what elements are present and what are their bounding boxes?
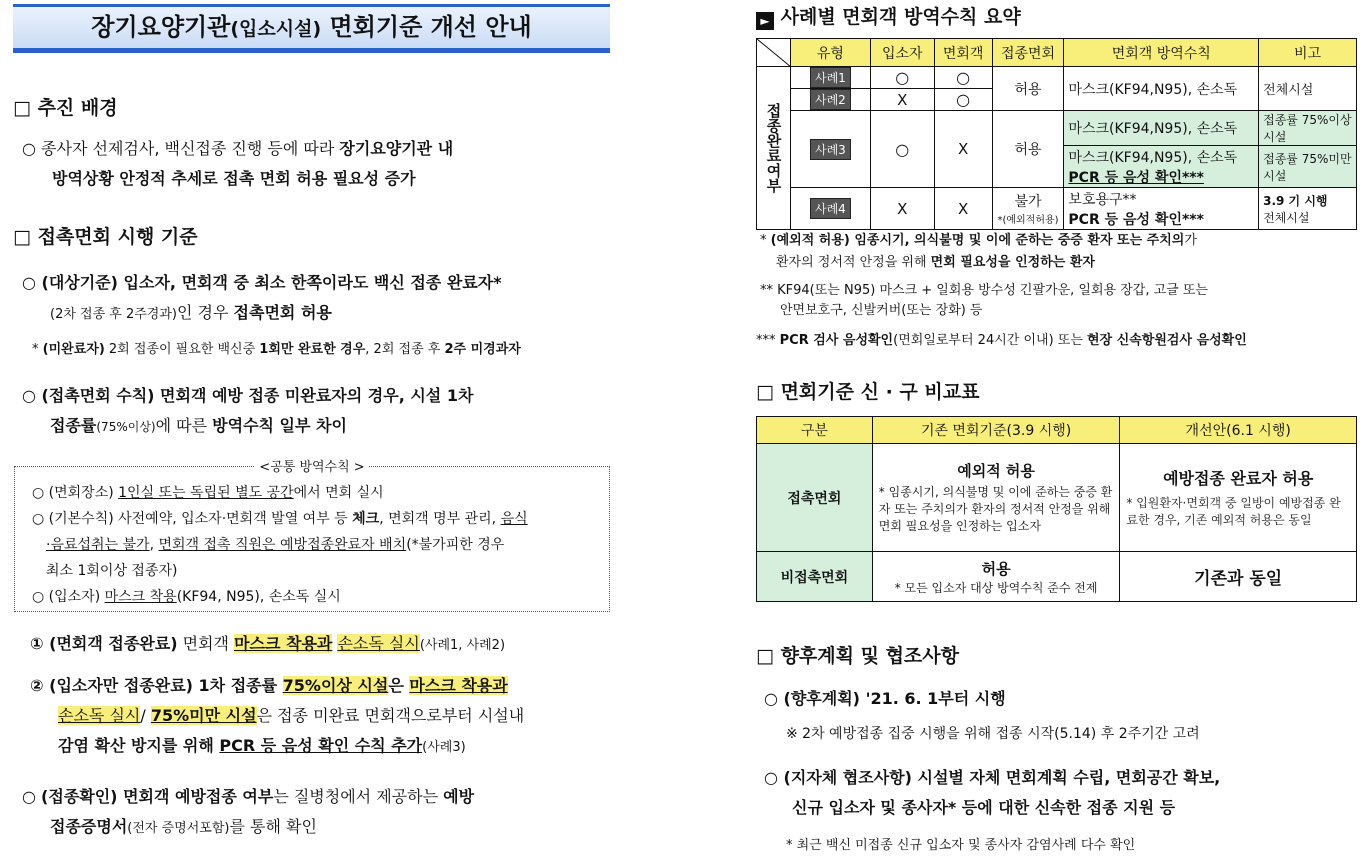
case4-visitor: X [934, 188, 992, 230]
case2-visitor: ○ [934, 89, 992, 111]
rule-2-text-1: 1차 접종률 [192, 676, 283, 695]
fn1-bold-2: 면회 필요성을 인정하는 환자 [930, 255, 1095, 270]
header-type: 유형 [790, 39, 870, 67]
common-rule-resident [32, 584, 606, 610]
rule-2-paren: (사례3) [422, 740, 466, 755]
background-paragraph [22, 134, 614, 194]
case3-rules-b-pcr: PCR 등 음성 확인*** [1068, 169, 1204, 186]
case3-cell [790, 111, 870, 188]
fn2-line-1: ** KF94(또는 N95) 마스크 + 일회용 방수성 긴팔가운, 일회용 장갑, 고글 또는 [760, 283, 1208, 298]
criteria-target-paren: (2차 접종 후 2주경과) [50, 307, 177, 322]
plan-2-line-2: 신규 입소자 및 종사자* 등에 대한 신속한 접종 지원 등 [792, 798, 1176, 817]
plan-1-date: '21. 6. 1부터 시행 [865, 689, 1006, 708]
criteria-rules-paren: (75%이상) [96, 420, 156, 434]
note-star: * [32, 342, 43, 357]
case4-exception: *(예외적허용) [997, 215, 1059, 226]
fn1-star: * [760, 233, 771, 248]
check-text-1: 는 질병청에서 제공하는 [273, 787, 444, 806]
section-contact-visit: □ 접촉면회 시행 기준 [13, 226, 198, 248]
case3-resident: ○ [870, 111, 934, 188]
case1-badge: 사례1 [810, 67, 851, 88]
check-bold-3: 접종증명서 [50, 817, 128, 836]
criteria-rules-text: ○ (접촉면회 수칙) 면회객 예방 접종 미완료자의 경우, 시설 1차 [22, 386, 474, 405]
compare-contact-old-title: 예외적 허용 [957, 462, 1035, 480]
criteria-rules [22, 381, 614, 442]
plan-1 [764, 684, 1364, 714]
rule-1-num: ① [30, 634, 50, 653]
rule-1-highlight-2: 손소독 실시 [337, 634, 420, 653]
check-bullet: ○ [22, 787, 42, 806]
case4-contact [992, 188, 1064, 230]
fn1-text-2: 환자의 정서적 안정을 위해 [776, 255, 931, 270]
section-compare: □ 면회기준 신 · 구 비교표 [756, 381, 980, 403]
plan-2-line-1: ○ (지자체 협조사항) 시설별 자체 면회계획 수립, 면회공간 확보, [764, 768, 1221, 787]
fn3-text: (면회일로부터 24시간 이내) 또는 [893, 333, 1088, 348]
header-contact: 접종면회 [992, 39, 1064, 67]
rule-2-underline: PCR 등 음성 확인 수칙 추가 [219, 736, 423, 755]
footnote-3 [756, 331, 1361, 351]
section-background: □ 추진 배경 [13, 97, 118, 119]
compare-row-noncontact: 비접촉면회 [757, 552, 873, 602]
criteria-rules-bold-2: 방역수칙 일부 차이 [212, 416, 347, 435]
check-paren: (전자 증명서포함) [127, 821, 230, 836]
plan-note: ※ 2차 예방접종 집중 시행을 위해 접종 시작(5.14) 후 2주기간 고려 [786, 726, 1200, 742]
cb2-bold: 체크 [352, 511, 380, 527]
common-rule-place [32, 480, 606, 506]
rule-1-paren: (사례1, 사례2) [419, 638, 506, 653]
compare-contact-new-title: 예방접종 완료자 허용 [1163, 469, 1314, 488]
section-cases [756, 2, 1021, 30]
compare-header-old: 기존 면회기준(3.9 시행) [872, 417, 1120, 444]
case4-gear: 보호용구** [1068, 191, 1137, 208]
background-bold-1: 장기요양기관 내 [339, 139, 454, 158]
compare-noncontact-old [872, 552, 1120, 602]
compare-contact-new [1120, 444, 1357, 552]
rule-1-highlight-1: 마스크 착용과 [234, 634, 333, 653]
cb2-label: ○ (기본수칙) 사전예약, 입소자·면회객 발열 여부 등 [32, 511, 353, 527]
compare-noncontact-old-title: 허용 [981, 559, 1011, 578]
square-check-icon: ► [756, 12, 774, 30]
case12-contact: 허용 [992, 67, 1064, 111]
rule-1-bold: (면회객 접종완료) [49, 634, 178, 653]
compare-contact-old [872, 444, 1120, 552]
case1-resident: ○ [870, 67, 934, 89]
fn2-line-2: 안면보호구, 신발커버(또는 장화) 등 [780, 303, 983, 318]
case4-deny: 불가 [1014, 194, 1042, 210]
rule-1-text: 면회객 [177, 634, 235, 653]
cb2-underline-2: ·음료섭취는 불가 [46, 537, 150, 553]
section-plan: □ 향후계획 및 협조사항 [756, 645, 959, 667]
header-resident: 입소자 [870, 39, 934, 67]
background-text-1: ○ 종사자 선제검사, 백신접종 진행 등에 따라 [22, 139, 340, 158]
rule-2-highlight-2: 마스크 착용과 [409, 676, 508, 695]
side-label-text: 접종완료여부 [764, 103, 783, 193]
case12-remarks: 전체시설 [1259, 67, 1357, 111]
criteria-target-bold: 접촉면회 허용 [233, 303, 332, 322]
criteria-rules-bold: 접종률 [50, 416, 97, 435]
rule-2-highlight-1: 75%이상 시설 [282, 676, 389, 695]
case12-rules: 마스크(KF94,N95), 손소독 [1064, 67, 1259, 111]
footnote-1 [760, 230, 1360, 274]
note-bold-1: (미완료자) [42, 342, 105, 357]
case2-resident: X [870, 89, 934, 111]
cb1-text: 에서 면회 실시 [293, 485, 384, 501]
fn3-bold-1: PCR 검사 음성확인 [779, 333, 894, 348]
footnote-2 [760, 281, 1360, 321]
plan-2-note: * 최근 백신 미접종 신규 입소자 및 종사자 감염사례 다수 확인 [786, 838, 1136, 853]
note-text-1: 2회 접종이 필요한 백신중 [104, 342, 260, 357]
case3-badge: 사례3 [810, 139, 851, 160]
compare-contact-new-note: * 입원환자·면회객 중 일방이 예방접종 완료한 경우, 기존 예외적 허용은 동일 [1126, 496, 1341, 527]
case3-rules-a: 마스크(KF94,N95), 손소독 [1064, 111, 1259, 146]
page-title [13, 4, 610, 53]
case4-badge: 사례4 [810, 198, 851, 219]
case3-remarks-a: 접종률 75%이상시설 [1259, 111, 1357, 146]
rule-2-num: ② [30, 676, 50, 695]
case4-cell [790, 188, 870, 230]
cb3-underline: 마스크 착용 [104, 589, 177, 605]
note-bold-2: 1회만 완료한 경우 [259, 342, 366, 357]
check-bold-1: (접종확인) 면회객 예방접종 여부 [41, 787, 274, 806]
compare-table [756, 416, 1357, 602]
title-text-a: 장기요양기관 [91, 13, 231, 41]
case3-visitor: X [934, 111, 992, 188]
case3-remarks-b: 접종률 75%미만시설 [1259, 146, 1357, 188]
header-remarks: 비고 [1259, 39, 1357, 67]
case3-rules-b [1064, 146, 1259, 188]
cases-table [756, 38, 1357, 230]
vaccination-check [22, 782, 616, 844]
case1-visitor: ○ [934, 67, 992, 89]
compare-noncontact-old-note: * 모든 입소자 대상 방역수칙 준수 전제 [894, 580, 1098, 595]
cb3-text: (KF94, N95), 손소독 실시 [176, 589, 341, 605]
criteria-target [22, 268, 614, 330]
cb1-label: ○ (면회장소) [32, 485, 119, 501]
header-visitor: 면회객 [934, 39, 992, 67]
rule-2-text-2: 은 [388, 676, 410, 695]
common-rules-title [0, 456, 624, 475]
case2-badge: 사례2 [810, 89, 851, 110]
rule-2-slash: / [140, 706, 151, 725]
case4-pcr: PCR 등 음성 확인*** [1068, 211, 1204, 228]
compare-header-new: 개선안(6.1 시행) [1120, 417, 1357, 444]
section-cases-title: 사례별 면회객 방역수칙 요약 [780, 6, 1021, 28]
criteria-target-text: ○ (대상기준) 입소자, 면회객 중 최소 한쪽이라도 백신 접종 완료자* [22, 273, 502, 292]
case1-cell [790, 67, 870, 89]
rule-1 [30, 629, 620, 661]
case4-all: 전체시설 [1263, 210, 1310, 225]
side-label [757, 67, 791, 230]
rule-2-text-4: 감염 확산 방지를 위해 [58, 736, 220, 755]
fn3-star: *** [756, 333, 780, 348]
cb3-label: ○ (입소자) [32, 589, 105, 605]
rule-2-bold: (입소자만 접종완료) [49, 676, 193, 695]
case4-resident: X [870, 188, 934, 230]
case3-rules-b-mask: 마스크(KF94,N95), 손소독 [1068, 149, 1238, 166]
rule-2-text-3: 은 접종 미완료 면회객으로부터 시설내 [256, 706, 525, 725]
cb2-paren-2: 최소 1회이상 접종자) [46, 563, 178, 579]
criteria-rules-mid: 에 따른 [155, 416, 213, 435]
case4-remarks [1259, 188, 1357, 230]
compare-contact-old-note: * 임종시기, 의식불명 및 이에 준하는 중증 환자 또는 주치의가 환자의 정서적 안정을 위해 면회 필요성을 인정하는 입소자 [878, 485, 1113, 533]
table-corner-cell [757, 39, 791, 67]
rule-2-highlight-3: 손소독 실시 [58, 706, 141, 725]
cb2-underline-3: 면회객 접촉 직원은 예방접종완료자 배치 [158, 537, 407, 553]
case4-rules [1064, 188, 1259, 230]
fn1-bold: (예외적 허용) 임종시기, 의식불명 및 이에 준하는 중증 환자 또는 주치의 [770, 233, 1185, 248]
title-text-small: (입소시설) [230, 18, 322, 40]
check-bold-2: 예방 [443, 787, 475, 806]
compare-noncontact-new: 기존과 동일 [1120, 552, 1357, 602]
plan-2 [764, 763, 1364, 823]
cb2-text: , 면회객 명부 관리, [379, 511, 501, 527]
fn3-bold-2: 현장 신속항원검사 음성확인 [1087, 333, 1247, 348]
case2-cell [790, 89, 870, 111]
criteria-target-mid: 인 경우 [177, 303, 234, 322]
cb1-underline: 1인실 또는 독립된 별도 공간 [118, 485, 294, 501]
common-rule-basic [32, 506, 606, 532]
case3-contact: 허용 [992, 111, 1064, 188]
header-rules: 면회객 방역수칙 [1064, 39, 1259, 67]
cb2-underline-1: 음식 [500, 511, 528, 527]
fn1-text: 가 [1184, 233, 1197, 248]
criteria-target-note [32, 341, 617, 359]
background-bold-2: 방역상황 안정적 추세로 접촉 면회 허용 필요성 증가 [52, 169, 416, 188]
cb2-comma: , [149, 537, 159, 553]
compare-header-division: 구분 [757, 417, 873, 444]
case4-since: 3.9 기 시행 [1263, 193, 1328, 208]
note-text-2: , 2회 접종 후 [365, 342, 445, 357]
diagonal-line [757, 39, 791, 67]
rule-2-highlight-4: 75%미만 시설 [150, 706, 257, 725]
title-text-b: 면회기준 개선 안내 [321, 13, 532, 41]
check-text-2: 를 통해 확인 [229, 817, 317, 836]
cb2-paren: (*불가피한 경우 [406, 537, 505, 553]
note-bold-3: 2주 미경과자 [444, 342, 521, 357]
common-rules-list [32, 480, 606, 610]
compare-row-contact: 접촉면회 [757, 444, 873, 552]
common-rules-title-text: <공통 방역수칙 > [255, 460, 368, 475]
plan-1-label: ○ (향후계획) [764, 689, 866, 708]
rule-2 [30, 671, 620, 763]
